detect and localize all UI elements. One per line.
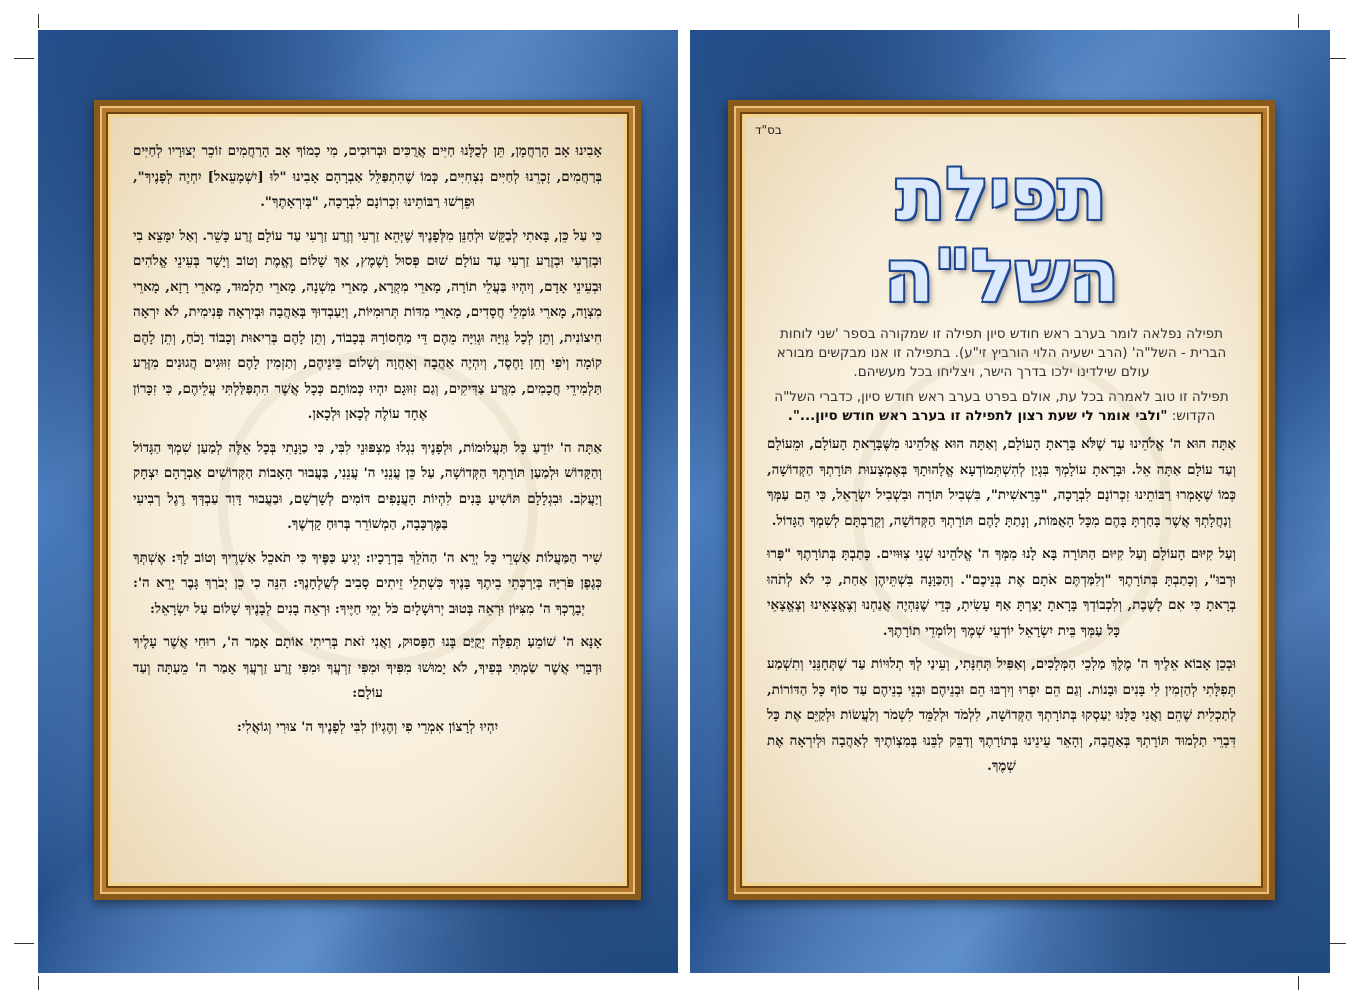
prayer-paragraph: כִּי עַל כֵּן, בָּאתִי לְבַקֵּשׁ וּלְחַנֵּן מִלְּפָנֶיךָ שֶׁיְּהֵא זַרְעִי וְזֶרַע זַרְעִי עַד עוֹלָם זֶרַע כָּשֵׁר. וְאַל יִמָּצֵא בִי וּבְזַרְעִי וּבְזֶרַע זַרְעִי עַד עוֹלָם שׁוּם פְּסוּל וָשֶׁמֶץ, אַךְ שָׁלוֹם וֶאֱמֶת וְטוֹב וְיָשָׁר בְּעֵינֵי אֱלֹהִים וּבְעֵינֵי אָדָם, וְיִהְיוּ בַּעֲלֵי תוֹרָה, מָארֵי מִקְרָא, מָארֵי מִשְׁנָה, מָארֵי תַלְמוּד, מָארֵי רָזָא, מָארֵי מִצְוָה, מָארֵי גּוֹמְלֵי חֲסָדִים, מָארֵי מִדּוֹת תְּרוּמִיּוֹת, וְיַעַבְדוּךָ בְּאַהֲבָה וּבְיִרְאָה פְּנִימִית, לֹא יִרְאָה חִיצוֹנִית, וְתֵן לְכָל גְּוִיָּה וּגְוִיָּה מֵהֶם דֵּי מַחְסוֹרָהּ בְּכָבוֹד, וְתֵן לָהֶם בְּרִיאוּת וְכָבוֹד וָכֹחַ, וְתֵן לָהֶם קוֹמָה וְיֹפִי וְחֵן וָחֶסֶד, וְיִהְיֶה אַהֲבָה וְאַחֲוָה וְשָׁלוֹם בֵּינֵיהֶם, וְתַזְמִין לָהֶם זִוּוּגִים הֲגוּנִים מִזֶּרַע תַּלְמִידֵי חֲכָמִים, מִזֶּרַע צַדִּיקִים, וְגַם זִוּוּגָם יִהְיוּ כְּמוֹתָם כְּכָל אֲשֶׁר הִתְפַּלַּלְתִּי עֲלֵיהֶם, כִּי זִכָּרוֹן אֶחָד עוֹלֶה לְכָאן וּלְכָאן. bbox=[133, 227, 602, 422]
gold-frame-left bbox=[94, 100, 641, 900]
intro-paragraph-2 bbox=[767, 388, 1236, 426]
intro-paragraph: תפילה נפלאה לומר בערב ראש חודש סיון תפילה זו שמקורה בספר 'שני לוחות הברית - השל"ה' (הרב ישעיה הלוי הורביץ זי"ע). בתפילה זו אנו מבקשים מבורא עולם שילדינו ילכו בדרך הישר, ויצליחו בכל מעשיהם. bbox=[776, 326, 1227, 380]
prayer-paragraph: וְעַל קִיּוּם הָעוֹלָם וְעַל קִיּוּם הַתּוֹרָה בָּא לָנוּ מִמְּךָ ה' אֱלֹהֵינוּ שְׁנֵי צִוּוּיִים. כָּתַבְתָּ בְּתוֹרָתֶךָ "פְּרוּ וּרְבוּ", וְכָתַבְתָּ בְּתוֹרָתֶךָ "וְלִמַּדְתֶּם אֹתָם אֶת בְּנֵיכֶם". וְהַכַּוָּנָה בִּשְׁתֵּיהֶן אַחַת, כִּי לֹא לְתֹהוּ בְרָאתָ כִּי אִם לָשֶׁבֶת, וְלִכְבוֹדְךָ בָּרָאתָ יָצַרְתָּ אַף עָשִׂיתָ, כְּדֵי שֶׁנִּהְיֶה אֲנַחְנוּ וְצֶאֱצָאֵינוּ וְצֶאֱצָאֵי כָּל עַמְּךָ בֵּית יִשְׂרָאֵל יוֹדְעֵי שְׁמֶךָ וְלוֹמְדֵי תוֹרָתֶךָ. bbox=[767, 546, 1236, 639]
crop-mark bbox=[1298, 14, 1299, 28]
prayer-paragraph: אָבִינוּ אָב הָרַחֲמָן, תֵּן לְכֻלָּנוּ חַיִּים אֲרֻכִּים וּבְרוּכִים, מִי כָמוֹךָ אָב הָרַחֲמִים זוֹכֵר יְצוּרָיו לְחַיִּים בְּרַחֲמִים, זָכְרֵנוּ לְחַיִּים נִצְחִיִּים, כְּמוֹ שֶׁהִתְפַּלֵּל אַבְרָהָם אָבִינוּ "לוּ [יִשְׁמָעֵאל] יִחְיֶה לְפָנֶיךָ", וּפֵרְשׁוּ רַבּוֹתֵינוּ זִכְרוֹנָם לִבְרָכָה, "בְּיִרְאָתֶךָ". bbox=[133, 143, 602, 210]
crop-mark bbox=[1298, 976, 1299, 990]
prayer-paragraph: שִׁיר הַמַּעֲלוֹת אַשְׁרֵי כָּל יְרֵא ה' הַהֹלֵךְ בִּדְרָכָיו: יְגִיעַ כַּפֶּיךָ כִּי תֹאכֵל אַשְׁרֶיךָ וְטוֹב לָךְ: אֶשְׁתְּךָ כְּגֶפֶן פֹּרִיָּה בְּיַרְכְּתֵי בֵיתֶךָ בָּנֶיךָ כִּשְׁתִלֵי זֵיתִים סָבִיב לְשֻׁלְחָנֶךָ: הִנֵּה כִי כֵן יְבֹרַךְ גָּבֶר יְרֵא ה': יְבָרֶכְךָ ה' מִצִּיּוֹן וּרְאֵה בְּטוּב יְרוּשָׁלָיִם כֹּל יְמֵי חַיֶּיךָ: וּרְאֵה בָנִים לְבָנֶיךָ שָׁלוֹם עַל יִשְׂרָאֵל: bbox=[133, 549, 602, 617]
prayer-paragraph: וּבְכֵן אָבוֹא אֵלֶיךָ ה' מֶלֶךְ מַלְכֵי הַמְּלָכִים, וְאַפִּיל תְּחִנָּתִי, וְעֵינַי לְךָ תְלוּיוֹת עַד שֶׁתְּחָנֵּנִי וְתִשְׁמַע תְּפִלָּתִי לְהַזְמִין לִי בָּנִים וּבָנוֹת. וְגַם הֵם יִפְרוּ וְיִרְבּוּ הֵם וּבְנֵיהֶם וּבְנֵי בְנֵיהֶם עַד סוֹף כָּל הַדּוֹרוֹת, לְתַכְלִית שֶׁהֵם וַאֲנִי כֻּלָּנוּ יַעַסְקוּ בְּתוֹרָתְךָ הַקְּדוֹשָׁה, לִלְמֹד וּלְלַמֵּד לִשְׁמֹר וְלַעֲשׂוֹת וּלְקַיֵּם אֶת כָּל דִּבְרֵי תַלְמוּד תּוֹרָתְךָ בְּאַהֲבָה, וְהָאֵר עֵינֵינוּ בְּתוֹרָתֶךָ וְדַבֵּק לִבֵּנוּ בְּמִצְוֹתֶיךָ לְאַהֲבָה וּלְיִרְאָה אֶת שְׁמֶךָ. bbox=[767, 656, 1236, 774]
crop-mark bbox=[14, 58, 34, 59]
prayer-paragraph: אַתָּה ה' יוֹדֵעַ כָּל תַּעֲלוּמוֹת, וּלְפָנֶיךָ נִגְלוּ מַצְפּוּנֵי לִבִּי, כִּי כַוָּנָתִי בְּכָל אֵלֶּה לְמַעַן שִׁמְךָ הַגָּדוֹל וְהַקָּדוֹשׁ וּלְמַעַן תּוֹרָתְךָ הַקְּדוֹשָׁה, עַל כֵּן עֲנֵנִי ה' עֲנֵנִי, בַּעֲבוּר הָאָבוֹת הַקְּדוֹשִׁים אַבְרָהָם יִצְחָק וְיַעֲקֹב. וּבִגְלָלָם תּוֹשִׁיעַ בָּנִים לִהְיוֹת הָעֲנָפִים דּוֹמִים לְשָׁרְשָׁם, וּבַעֲבוּר דָּוִד עַבְדְּךָ רֶגֶל רְבִיעִי בַּמֶּרְכָּבָה, הַמְשׁוֹרֵר בְּרוּחַ קָדְשֶׁךָ. bbox=[133, 439, 602, 532]
intro-quote: "ולבי אומר לי שעת רצון לתפילה זו בערב ראש חודש סיון...". bbox=[787, 408, 1168, 424]
left-page bbox=[38, 30, 678, 973]
parchment-left bbox=[108, 114, 627, 886]
crop-mark bbox=[14, 943, 34, 944]
right-page bbox=[690, 30, 1330, 973]
prayer-closing: יִהְיוּ לְרָצוֹן אִמְרֵי פִי וְהֶגְיוֹן לִבִּי לְפָנֶיךָ ה' צוּרִי וְגוֹאֲלִי: bbox=[236, 718, 499, 735]
page-title: תפילת השל"ה bbox=[884, 152, 1119, 318]
intro-text: תפילה זו טוב לאמרה בכל עת, אולם בפרט בערב ראש חודש סיון, כדברי השל"ה הקדוש: bbox=[774, 389, 1229, 424]
parchment-right bbox=[742, 114, 1261, 886]
booklet-spread bbox=[38, 30, 1330, 973]
prayer-paragraph: אָנָּא ה' שׁוֹמֵעַ תְּפִלָּה יְקֻיַּם בָּנוּ הַפָּסוּק, וַאֲנִי זֹאת בְּרִיתִי אוֹתָם אָמַר ה', רוּחִי אֲשֶׁר עָלֶיךָ וּדְבָרַי אֲשֶׁר שַׂמְתִּי בְּפִיךָ, לֹא יָמוּשׁוּ מִפִּיךָ וּמִפִּי זַרְעֲךָ וּמִפִּי זֶרַע זַרְעֲךָ אָמַר ה' מֵעַתָּה וְעַד עוֹלָם: bbox=[133, 634, 602, 701]
bsd-label: בס"ד bbox=[755, 123, 782, 137]
gold-frame-right bbox=[728, 100, 1275, 900]
prayer-paragraph: אַתָּה הוּא ה' אֱלֹהֵינוּ עַד שֶׁלֹּא בָּרָאתָ הָעוֹלָם, וְאַתָּה הוּא אֱלֹהֵינוּ מִשֶּׁבָּרָאתָ הָעוֹלָם, וּמֵעוֹלָם וְעַד עוֹלָם אַתָּה אֵל. וּבָרָאתָ עוֹלָמְךָ בִּגְיַן לְהִשְׁתְּמוֹדְעָא אֱלָהוּתָךְ בְּאֶמְצָעוּת תּוֹרָתְךָ הַקְּדוֹשָׁה, כְּמוֹ שֶׁאָמְרוּ רַבּוֹתֵינוּ זִכְרוֹנָם לִבְרָכָה, "בְּרֵאשִׁית", בִּשְׁבִיל תּוֹרָה וּבִשְׁבִיל יִשְׂרָאֵל, כִּי הֵם עַמְּךָ וְנַחֲלָתְךָ אֲשֶׁר בָּחַרְתָּ בָּהֶם מִכָּל הָאֻמּוֹת, וְנָתַתָּ לָהֶם תּוֹרָתְךָ הַקְּדוֹשָׁה, וְקֵרַבְתָּם לְשִׁמְךָ הַגָּדוֹל. bbox=[767, 436, 1236, 529]
crop-mark bbox=[38, 14, 39, 28]
crop-mark bbox=[38, 976, 39, 990]
